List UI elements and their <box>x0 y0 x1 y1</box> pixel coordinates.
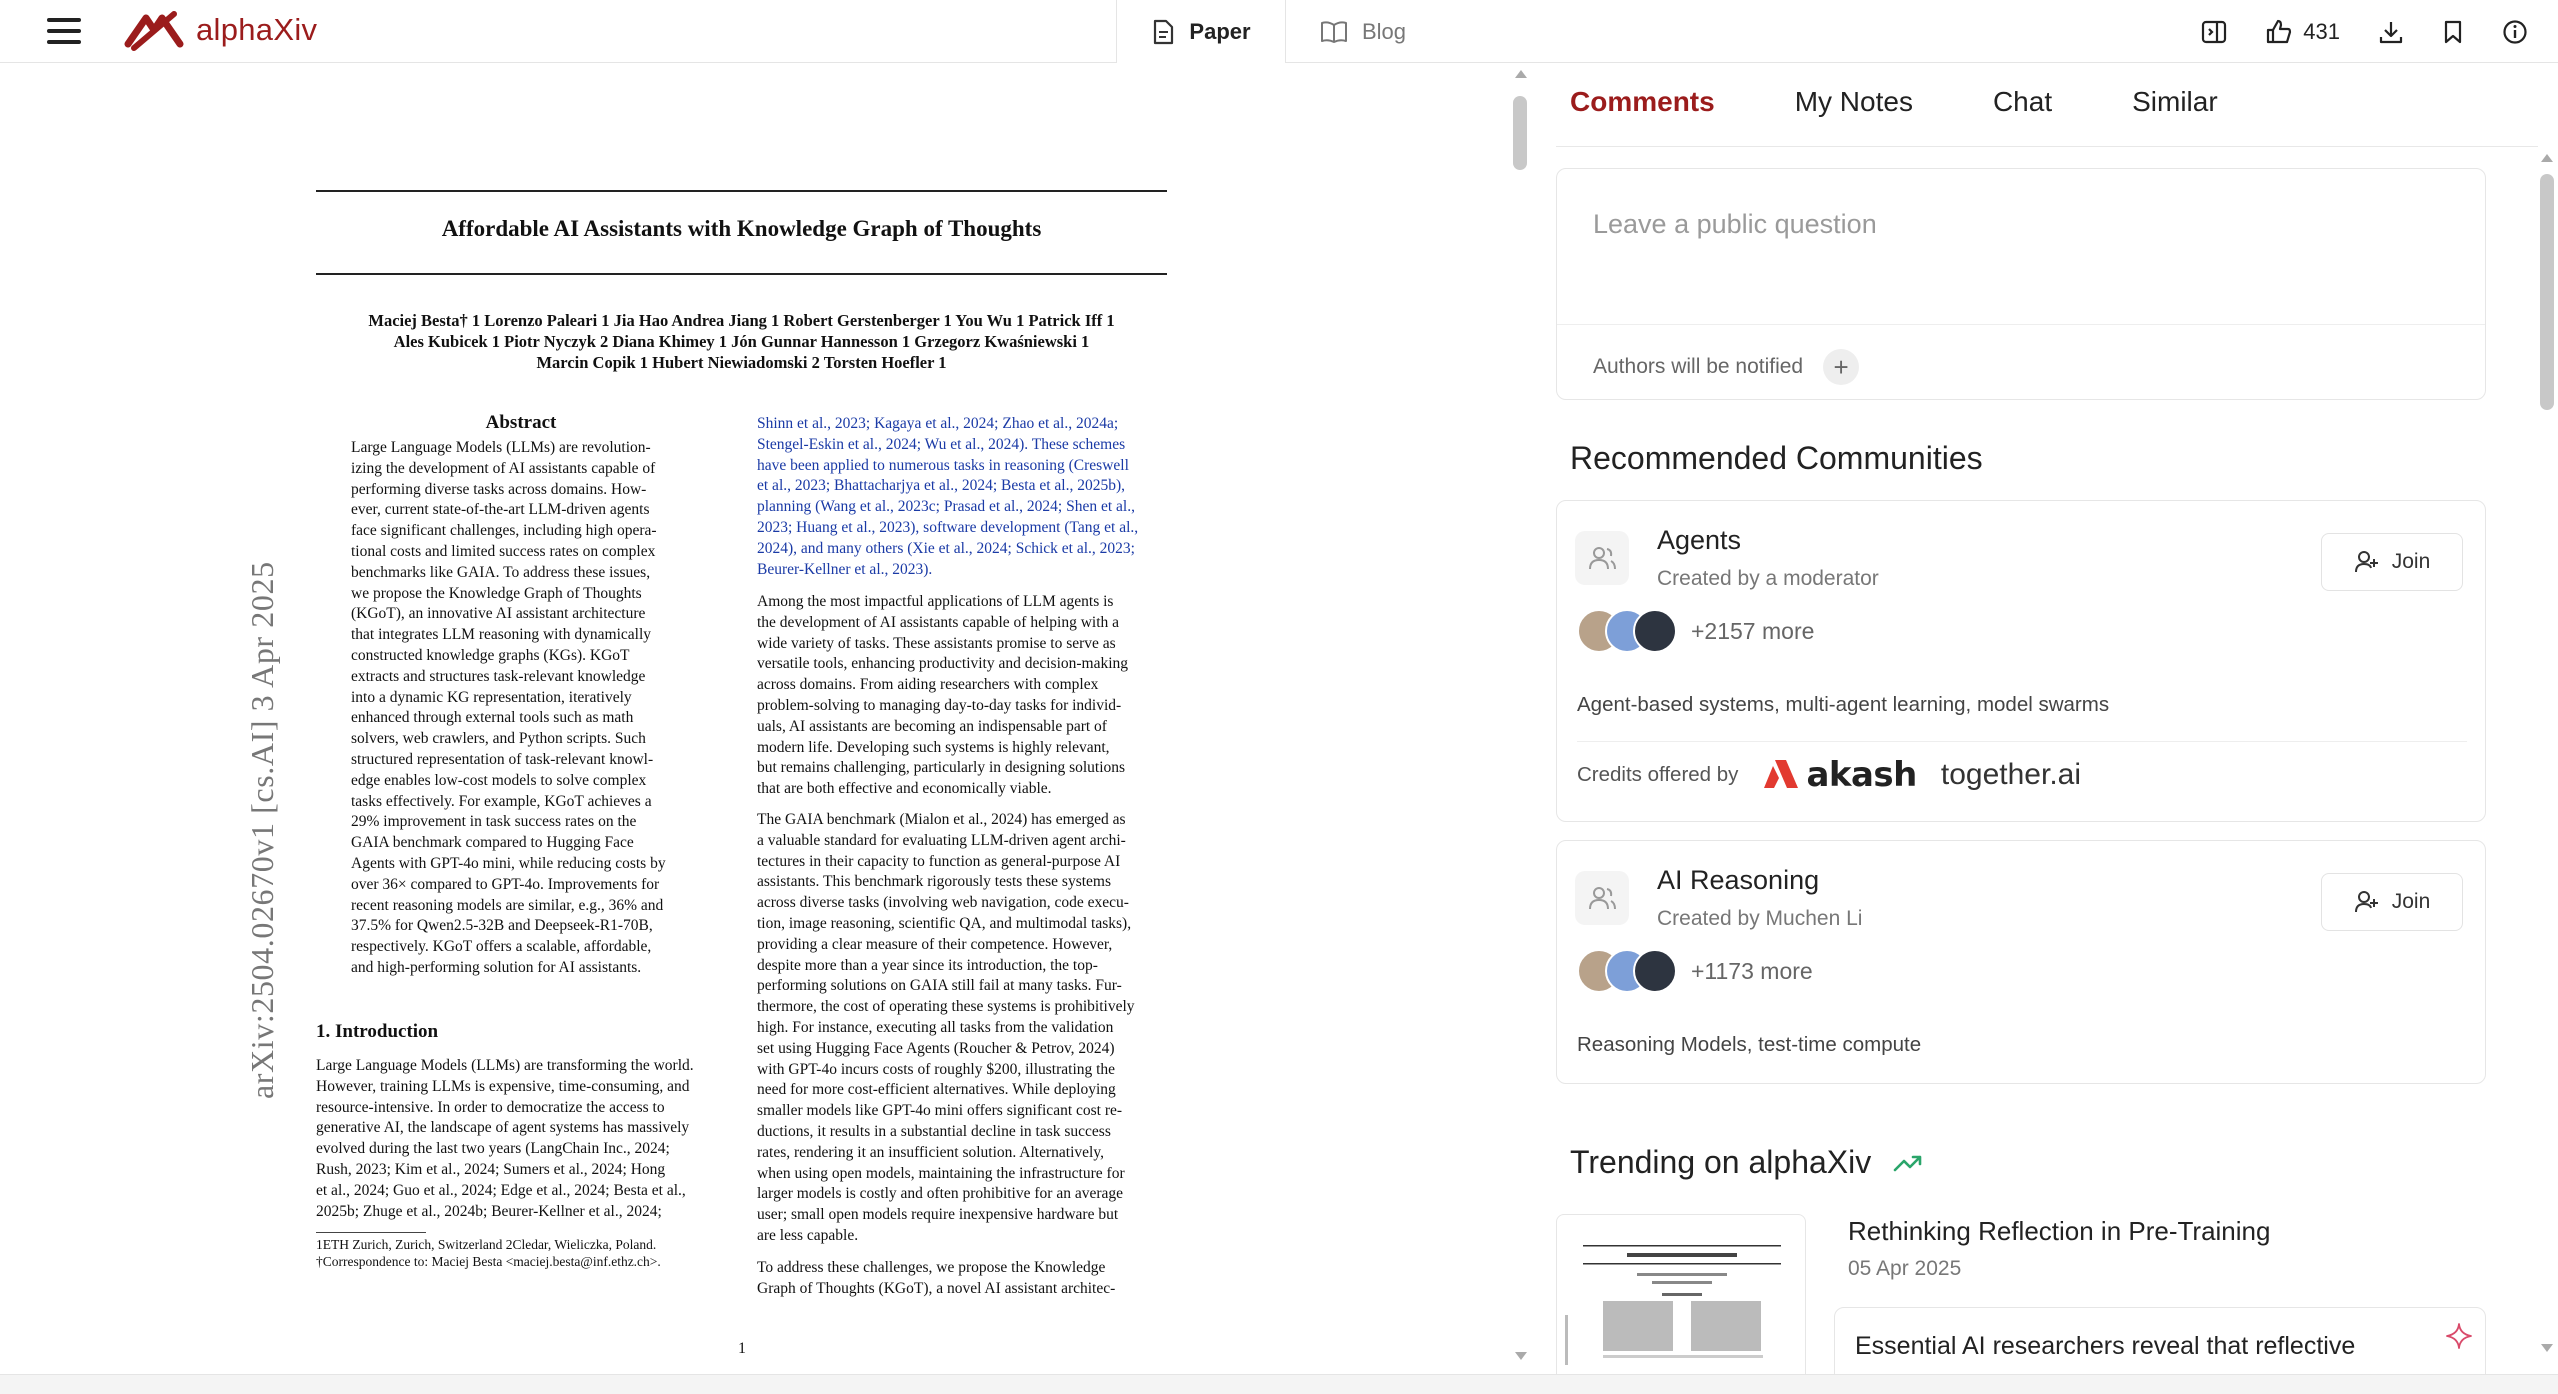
join-button[interactable] <box>2321 533 2463 591</box>
community-creator: Created by a moderator <box>1657 567 1879 590</box>
text-line: Among the most impactful applications of LLM agents is <box>757 593 1114 610</box>
question-divider <box>1557 324 2485 325</box>
text-line: thermore, the cost of operating these systems is prohibitively <box>757 998 1135 1016</box>
text-line: that are both effective and economically viable. <box>757 780 1052 798</box>
sidebar-scroll-down-icon[interactable] <box>2541 1344 2553 1352</box>
sidebar-tabs <box>1570 86 2218 118</box>
intro-body <box>316 1056 728 1222</box>
community-name[interactable]: AI Reasoning <box>1657 865 1820 895</box>
add-user-icon <box>2354 550 2380 574</box>
community-creator: Created by Muchen Li <box>1657 907 1863 930</box>
member-more-count: +1173 more <box>1691 957 1813 984</box>
text-line: izing the development of AI assistants capable of <box>351 459 656 477</box>
tabs-divider <box>1556 146 2538 147</box>
text-line: assistants. This benchmark rigorously tests these systems <box>757 873 1112 891</box>
trending-title-text: Trending on alphaXiv <box>1570 1144 1872 1180</box>
tab-paper[interactable] <box>1116 0 1286 63</box>
text-line: over 36× compared to GPT-4o. Improvements for <box>351 875 660 893</box>
text-line: rates, rendering it an insufficient solution. Alternatively, <box>757 1143 1104 1161</box>
text-line: into a dynamic KG representation, iteratively <box>351 688 632 706</box>
text-line: when using open models, maintaining the infrastructure for <box>757 1164 1125 1182</box>
text-line: et al., 2024; Guo et al., 2024; Edge et al., 2024; Besta et al., <box>316 1181 686 1199</box>
author-line: Ales Kubicek 1 Piotr Nyczyk 2 Diana Khimey 1 Jón Gunnar Hannesson 1 Grzegorz Kwaśniewski 1 <box>393 332 1090 351</box>
top-bar <box>0 0 2558 63</box>
book-icon <box>1320 20 1348 44</box>
paper-scroll-thumb[interactable] <box>1513 96 1527 170</box>
question-input[interactable]: Leave a public question <box>1593 209 1877 239</box>
text-line: constructed knowledge graphs (KGs). KGoT <box>351 646 630 664</box>
author-line: Maciej Besta† 1 Lorenzo Paleari 1 Jia Hao Andrea Jiang 1 Robert Gerstenberger 1 You Wu 1 Patrick Iff 1 <box>368 311 1115 330</box>
community-description: Agent-based systems, multi-agent learning, model swarms <box>1577 693 2110 716</box>
bottom-strip <box>0 1374 2558 1394</box>
trending-paper-thumbnail[interactable] <box>1556 1214 1806 1374</box>
scroll-up-arrow-icon[interactable] <box>1515 70 1527 78</box>
join-label: Join <box>2391 890 2431 913</box>
text-line: wide variety of tasks. These assistants promise to serve as <box>757 634 1116 652</box>
right-column-para-3 <box>757 810 1167 1247</box>
trending-summary-card[interactable] <box>1834 1307 2486 1374</box>
text-line: smaller models like GPT-4o mini offers significant cost re- <box>757 1102 1123 1120</box>
text-line: user; small open models require inexpensive hardware but <box>757 1206 1119 1224</box>
tab-similar[interactable]: Similar <box>2132 86 2218 117</box>
text-line: high. For instance, executing all tasks from the validation <box>757 1018 1114 1036</box>
abstract-body <box>351 438 695 979</box>
paper-scrollbar[interactable] <box>1508 64 1532 1366</box>
member-avatars <box>1577 609 1814 653</box>
sponsor-akash: akash <box>1806 755 1917 795</box>
text-line: performing diverse tasks across domains. How- <box>351 480 647 498</box>
text-line: Stengel-Eskin et al., 2024; Wu et al., 2024). These schemes <box>757 435 1126 453</box>
text-line: solvers, web crawlers, and Python scripts. Such <box>351 730 646 748</box>
text-line: planning (Wang et al., 2023c; Prasad et al., 2024; Shen et al., <box>757 498 1135 516</box>
text-line: Shinn et al., 2023; Kagaya et al., 2024; Zhao et al., 2024a; <box>757 415 1119 432</box>
text-line: benchmarks like GAIA. To address these issues, <box>351 563 651 581</box>
text-line: providing a clear measure of their competence. However, <box>757 935 1113 953</box>
text-line: but remains challenging, particularly in designing solutions <box>757 759 1126 777</box>
avatar <box>1633 949 1677 993</box>
text-line: tasks effectively. For example, KGoT achieves a <box>351 792 652 810</box>
text-line: problem-solving to managing day-to-day tasks for individ- <box>757 696 1122 714</box>
card-divider <box>1577 741 2467 742</box>
text-line: tion, image reasoning, scientific QA, and multimodal tasks), <box>757 914 1132 932</box>
abstract-heading: Abstract <box>485 412 557 433</box>
text-line: with GPT-4o incurs costs of roughly $200, illustrating the <box>757 1060 1116 1078</box>
text-line: However, training LLMs is expensive, time-consuming, and <box>316 1077 690 1095</box>
text-line: Rush, 2023; Kim et al., 2024; Sumers et al., 2024; Hong <box>316 1160 666 1178</box>
tab-blog[interactable] <box>1320 0 1406 63</box>
join-button[interactable] <box>2321 873 2463 931</box>
text-line: 2025b; Zhuge et al., 2024b; Beurer-Kellner et al., 2024; <box>316 1202 662 1220</box>
text-line: the development of AI assistants capable of helping with a <box>757 613 1120 631</box>
sidebar-scroll-up-icon[interactable] <box>2541 154 2553 162</box>
text-line: generative AI, the landscape of agent systems has massively <box>316 1119 690 1137</box>
sidebar-icon <box>2201 19 2227 45</box>
text-line: face significant challenges, including high opera- <box>351 522 657 540</box>
pdf-viewer[interactable] <box>0 64 1535 1374</box>
info-button[interactable] <box>2502 19 2528 45</box>
text-line: Graph of Thoughts (KGoT), a novel AI assistant architec- <box>757 1279 1116 1297</box>
info-icon <box>2502 19 2528 45</box>
add-author-plus-icon[interactable]: + <box>1823 349 1859 385</box>
text-line: et al., 2023; Bhattacharjya et al., 2024; Besta et al., 2025b), <box>757 477 1126 495</box>
footnote-line: †Correspondence to: Maciej Besta <maciej.besta@inf.ethz.ch>. <box>316 1254 661 1269</box>
bookmark-button[interactable] <box>2442 19 2464 45</box>
logo[interactable] <box>124 8 317 52</box>
text-line: 29% improvement in task success rates on the <box>351 813 637 831</box>
text-line: respectively. KGoT offers a scalable, affordable, <box>351 938 652 956</box>
text-line: tional costs and limited success rates on complex <box>351 542 656 560</box>
text-line: edge enables low-cost models to solve complex <box>351 771 647 789</box>
footnote-line: 1ETH Zurich, Zurich, Switzerland 2Cledar, Wieliczka, Poland. <box>316 1237 657 1252</box>
sponsor-together-ai: together.ai <box>1940 758 2082 791</box>
text-line: across diverse tasks (involving web navigation, code execu- <box>757 894 1129 912</box>
text-line: recent reasoning models are similar, e.g., 36% and <box>351 896 664 914</box>
bookmark-icon <box>2442 19 2464 45</box>
text-line: have been applied to numerous tasks in reasoning (Creswell <box>757 456 1129 474</box>
text-line: enhanced through external tools such as math <box>351 709 634 727</box>
tab-blog-label: Blog <box>1362 18 1407 44</box>
text-line: we propose the Knowledge Graph of Thoughts <box>351 584 642 602</box>
akash-logo-icon <box>1762 758 1800 792</box>
scroll-down-arrow-icon[interactable] <box>1515 1352 1527 1360</box>
notify-row <box>1593 349 1859 385</box>
text-line: a valuable standard for evaluating LLM-driven agent archi- <box>757 831 1126 849</box>
text-line: and high-performing solution for AI assistants. <box>351 958 642 976</box>
text-line: performing solutions on GAIA still fail at many tasks. Fur- <box>757 977 1122 995</box>
text-line: modern life. Developing such systems is highly relevant, <box>757 738 1110 756</box>
sparkle-icon <box>2445 1322 2473 1350</box>
text-line: GAIA benchmark compared to Hugging Face <box>351 834 634 852</box>
question-box[interactable] <box>1556 168 2486 400</box>
community-card[interactable] <box>1556 840 2486 1084</box>
text-line: uals, AI assistants are becoming an indispensable part of <box>757 717 1107 735</box>
tab-comments[interactable]: Comments <box>1570 86 1715 117</box>
page-number: 1 <box>738 1340 746 1357</box>
text-line: set using Hugging Face Agents (Roucher & Petrov, 2024) <box>757 1039 1115 1057</box>
like-button[interactable] <box>2265 18 2340 46</box>
footnote <box>316 1236 736 1270</box>
member-avatars <box>1577 949 1813 993</box>
users-icon <box>1575 531 1629 585</box>
text-line: are less capable. <box>757 1226 859 1244</box>
trending-up-icon <box>1893 1153 1923 1173</box>
text-line: Large Language Models (LLMs) are transforming the world. <box>316 1057 694 1074</box>
member-more-count: +2157 more <box>1691 617 1815 644</box>
download-icon <box>2378 19 2404 45</box>
trending-paper-title[interactable]: Rethinking Reflection in Pre-Training <box>1848 1216 2271 1246</box>
recommended-title: Recommended Communities <box>1570 440 1983 476</box>
text-line: despite more than a year since its introduction, the top- <box>757 956 1098 974</box>
title-rule-bottom <box>316 273 1167 275</box>
text-line: evolved during the last two years (LangChain Inc., 2024; <box>316 1140 670 1158</box>
credits-label: Credits offered by <box>1577 763 1739 786</box>
join-label: Join <box>2391 550 2431 573</box>
document-icon <box>1151 19 1175 45</box>
community-name[interactable]: Agents <box>1657 525 1742 555</box>
text-line: 2024), and many others (Xie et al., 2024; Schick et al., 2023; <box>757 539 1135 557</box>
right-column-para-4 <box>757 1258 1167 1300</box>
akash-logo <box>1762 755 1916 795</box>
credits-row <box>1577 755 2081 795</box>
text-line: ductions, it results in a substantial decline in task success <box>757 1122 1111 1140</box>
paper-authors <box>316 310 1167 373</box>
arxiv-identifier: arXiv:2504.02670v1 [cs.AI] 3 Apr 2025 <box>244 561 280 1099</box>
text-line: Agents with GPT-4o mini, while reducing costs by <box>351 854 666 872</box>
text-line: that integrates LLM reasoning with dynamically <box>351 626 652 644</box>
sidebar-scroll-thumb[interactable] <box>2540 174 2554 410</box>
toolbar-actions <box>2201 0 2528 63</box>
users-icon <box>1575 871 1629 925</box>
text-line: 37.5% for Qwen2.5-32B and Deepseek-R1-70B, <box>351 917 653 935</box>
right-sidebar <box>1536 64 2558 1374</box>
author-line: Marcin Copik 1 Hubert Niewiadomski 2 Torsten Hoefler 1 <box>536 353 947 372</box>
text-line: 2023; Huang et al., 2023), software development (Tang et al., <box>757 518 1139 536</box>
text-line: Beurer-Kellner et al., 2023). <box>757 560 933 578</box>
text-line: ever, current state-of-the-art LLM-driven agents <box>351 501 650 519</box>
paper-thumbnail-image <box>1557 1215 1806 1374</box>
paper-title: Affordable AI Assistants with Knowledge Graph of Thoughts <box>441 216 1042 241</box>
tab-my-notes[interactable]: My Notes <box>1794 86 1913 117</box>
app-name: alphaXiv <box>196 12 318 47</box>
download-button[interactable] <box>2378 19 2404 45</box>
add-user-icon <box>2354 890 2380 914</box>
community-card[interactable] <box>1556 500 2486 822</box>
intro-heading: 1. Introduction <box>316 1021 439 1042</box>
text-line: resource-intensive. In order to democratize the access to <box>316 1098 665 1116</box>
tab-paper-label: Paper <box>1189 18 1251 44</box>
right-column-para-2 <box>757 592 1167 800</box>
title-rule-top <box>316 190 1167 192</box>
text-line: Large Language Models (LLMs) are revolution- <box>351 439 651 456</box>
community-description: Reasoning Models, test-time compute <box>1577 1033 1922 1056</box>
text-line: structured representation of task-relevant knowl- <box>351 750 654 768</box>
text-line: versatile tools, enhancing productivity and decision-making <box>757 655 1129 673</box>
toggle-sidebar-button[interactable] <box>2201 19 2227 45</box>
alphaxiv-logo-icon <box>124 8 184 52</box>
text-line: need for more cost-efficient alternatives. While deploying <box>757 1081 1116 1099</box>
sidebar-scrollbar[interactable] <box>2536 154 2558 1354</box>
trending-summary-text: Essential AI researchers reveal that reflective <box>1855 1332 2356 1360</box>
avatar <box>1633 609 1677 653</box>
text-line: larger models is costly and often prohibitive for an average <box>757 1185 1123 1203</box>
like-count: 431 <box>2303 18 2340 44</box>
menu-icon[interactable] <box>47 18 81 46</box>
text-line: extracts and structures task-relevant knowledge <box>351 667 646 685</box>
text-line: tectures in their capacity to function as general-purpose AI <box>757 852 1121 870</box>
text-line: across domains. From aiding researchers with complex <box>757 676 1099 694</box>
thumbs-up-icon <box>2265 18 2293 46</box>
text-line: To address these challenges, we propose the Knowledge <box>757 1259 1106 1276</box>
trending-paper-date: 05 Apr 2025 <box>1848 1257 1962 1280</box>
notify-text: Authors will be notified <box>1593 355 1804 378</box>
text-line: The GAIA benchmark (Mialon et al., 2024) has emerged as <box>757 811 1126 828</box>
text-line: (KGoT), an innovative AI assistant architecture <box>351 605 646 623</box>
trending-title <box>1570 1144 1923 1181</box>
tab-chat[interactable]: Chat <box>1992 86 2053 117</box>
right-column-para-1 <box>757 414 1167 580</box>
footnote-rule <box>316 1232 426 1233</box>
